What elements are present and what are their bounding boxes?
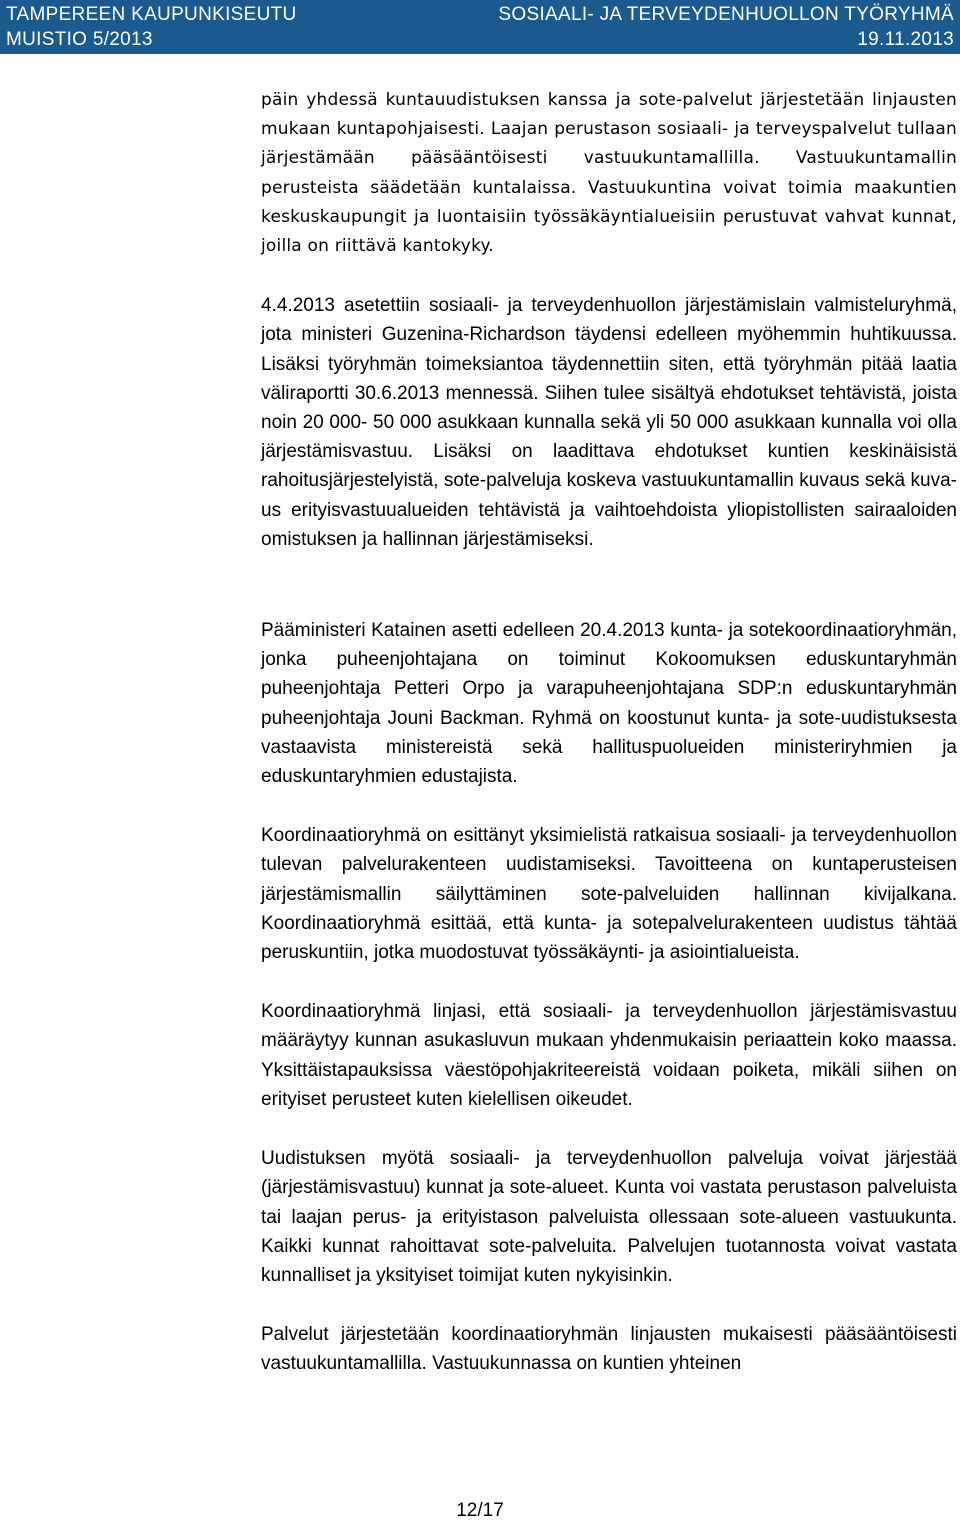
paragraph-koordinaatioryhma-asetus: Pääministeri Katainen asetti edelleen 20.4.2013 kunta- ja sotekoordinaatioryhmän, jonka puheenjohtajana on toiminut Kokoomuksen eduskuntaryhmän puheenjohtaja Petteri Orpo ja varapuheenjohtajana SDP:n eduskuntaryhmän puheenjohtaja Jouni Backman. Ryhmä on koostunut kunta- ja sote-uudistuksesta vastaavista ministereistä sekä hallituspuolueiden ministeriryhmien ja eduskuntaryhmien edustajista. xyxy=(261,620,957,788)
paragraph-palvelut-jarjestetaan: Palvelut järjestetään koordinaatioryhmän linjausten mukaisesti pääsääntöisesti vastuukuntamallilla. Vastuukunnassa on kuntien yhteinen xyxy=(261,1324,957,1375)
paragraph-uudistus: Uudistuksen myötä sosiaali- ja terveydenhuollon palveluja voivat järjestää (järjestämisvastuu) kunnat ja sote-alueet. Kunta voi vastata perustason palveluista tai laajan perus- ja erityistason palveluista ollessaan sote-alueen vastuukunta. Kaikki kunnat rahoittavat sote-palveluita. Palvelujen tuotannosta voivat vastata kunnalliset ja yksityiset toimijat kuten nykyisinkin. xyxy=(261,1148,957,1286)
paragraph-jarjestamisvastuu: Koordinaatioryhmä linjasi, että sosiaali- ja terveydenhuollon järjestämisvastuu määräytyy kunnan asukasluvun mukaan yhdenmukaisin periaattein koko maassa. Yksittäistapauksissa väestöpohjakriteereistä voidaan poiketa, mikäli siihen on erityiset perusteet kuten kielellisen oikeudet. xyxy=(261,1001,957,1110)
header-memo-number: MUISTIO 5/2013 xyxy=(6,29,153,50)
document-body xyxy=(261,86,957,1409)
paragraph-koordinaatioryhma-ratkaisu: Koordinaatioryhmä on esittänyt yksimielistä ratkaisua sosiaali- ja terveydenhuollon tulevan palvelurakenteen uudistamiseksi. Tavoitteena on kuntaperusteisen järjestämismallin säilyttäminen sote-palveluiden hallinnan kivijalkana. Koordinaatioryhmä esittää, että kunta- ja sotepalvelurakenteen uudistus tähtää peruskuntiin, jotka muodostuvat työssäkäynti- ja asiointialueista. xyxy=(261,825,957,964)
page-number: 12/17 xyxy=(456,1500,504,1521)
paragraph-vastuukuntamalli: päin yhdessä kuntauudistuksen kanssa ja sote-palvelut järjestetään linjausten mukaan kuntapohjaisesti. Laajan perustason sosiaali- ja terveyspalvelut tullaan järjestämään pääsääntöisesti vastuukuntamallilla. Vastuukuntamallin perusteista säädetään kuntalaissa. Vastuukuntina voivat toimia maakuntien keskuskaupungit ja luontaisiin työssäkäyntialueisiin perustuvat vahvat kunnat, joilla on riittävä kantokyky. xyxy=(261,90,957,257)
header-group-name: SOSIAALI- JA TERVEYDENHUOLLON TYÖRYHMÄ xyxy=(498,4,954,25)
header-date: 19.11.2013 xyxy=(857,29,954,50)
header-organization: TAMPEREEN KAUPUNKISEUTU xyxy=(6,4,297,25)
paragraph-valmisteluryhma: 4.4.2013 asetettiin sosiaali- ja terveydenhuollon järjestämislain valmisteluryhmä, jota ministeri Guzenina-Richardson täydensi edelleen myöhemmin huhtikuussa. Lisäksi työryhmän toimeksiantoa täydennettiin siten, että työryhmän pitää laatia väliraportti 30.6.2013 mennessä. Siihen tulee sisältyä ehdotukset tehtävistä, joista noin 20 000- 50 000 asukkaan kunnalla sekä yli 50 000 asukkaan kunnalla voi olla järjestämisvastuu. Lisäksi on laadittava ehdotukset kuntien keskinäisistä rahoitusjärjestelyistä, sote-palveluja koskeva vastuukuntamallin kuvaus sekä kuvaus erityisvastuualueiden tehtävistä ja vaihtoehdoista yliopistollisten sairaaloiden omistuksen ja hallinnan järjestämiseksi. xyxy=(261,295,957,550)
page-header xyxy=(0,0,960,54)
